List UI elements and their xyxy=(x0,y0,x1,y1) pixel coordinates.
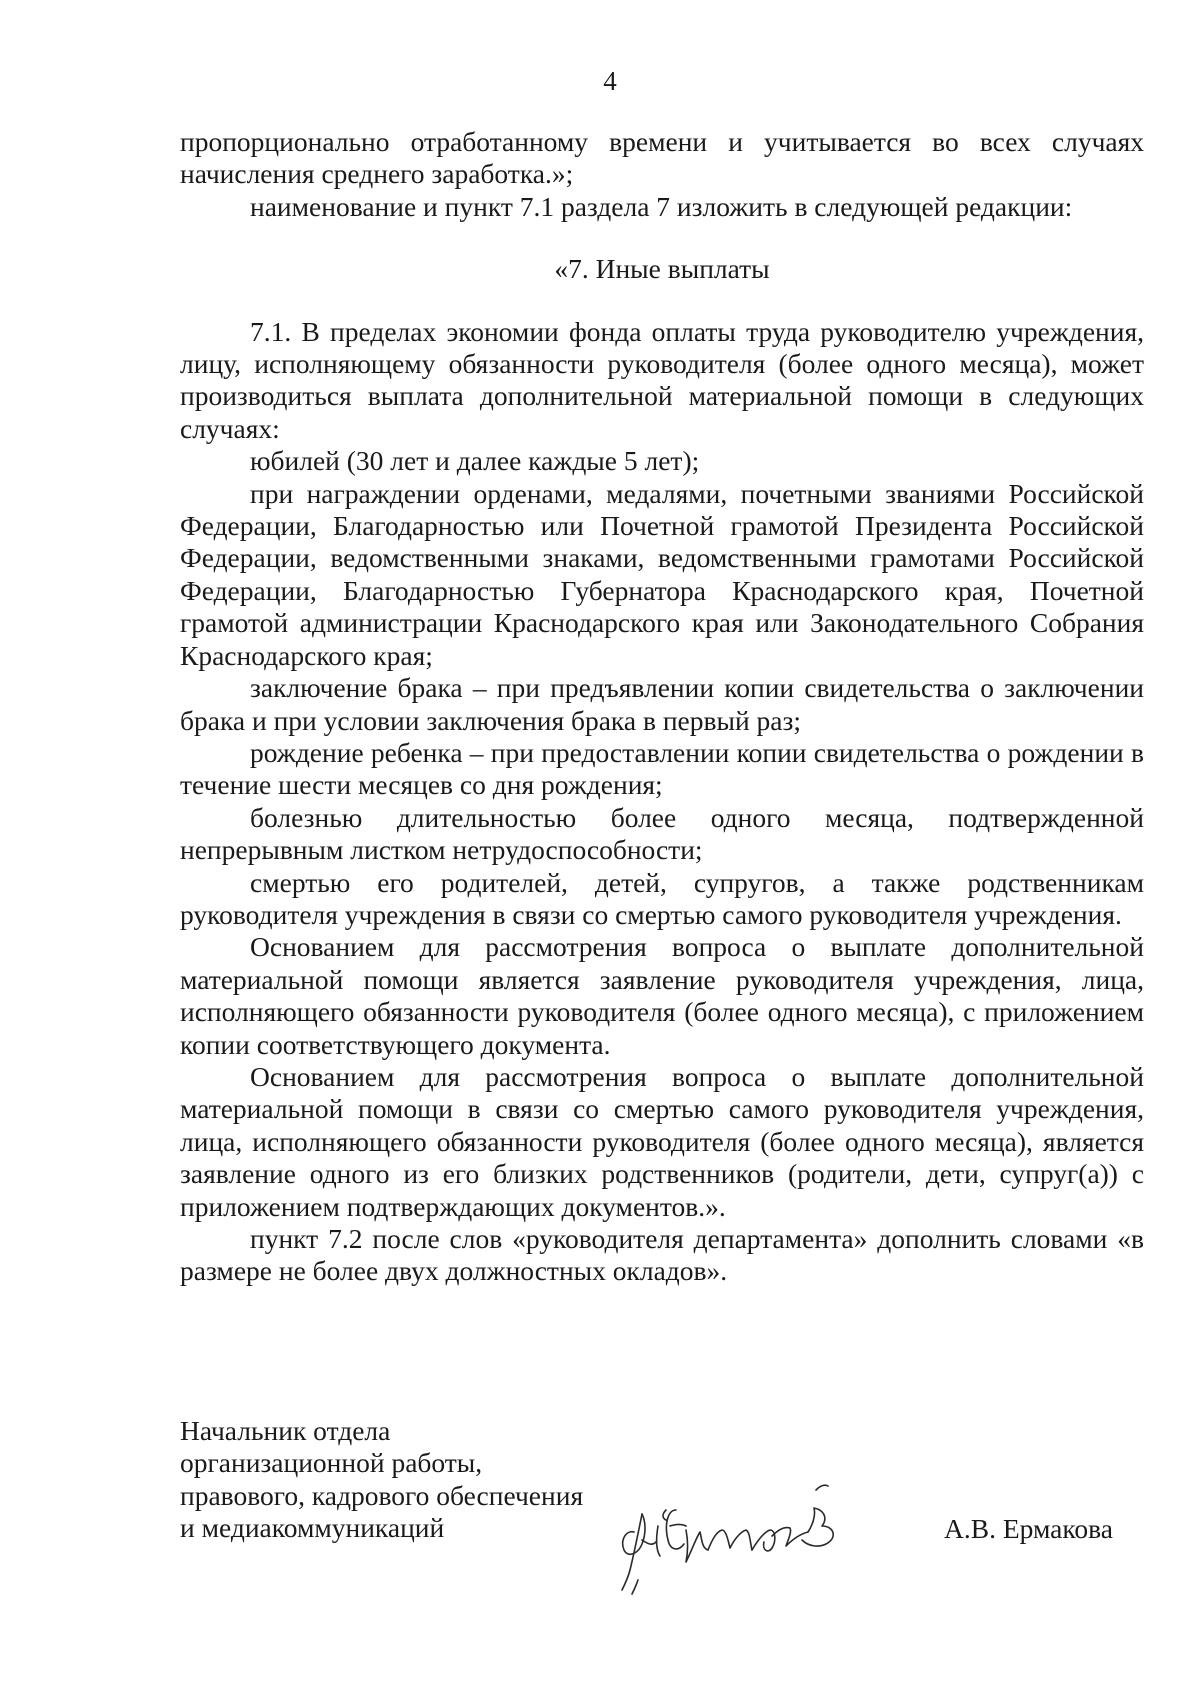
paragraph: Основанием для рассмотрения вопроса о выплате дополнительной материальной помощи в связи со смертью самого руководителя учреждения, лица, исполняющего обязанности руководителя (более одного месяца), является заявление одного из его близких родственников (родители, дети, супруг(а)) с приложением подтверждающих документов.». xyxy=(180,1060,1144,1222)
paragraph: 7.1. В пределах экономии фонда оплаты труда руководителю учреждения, лицу, исполняющему обязанности руководителя (более одного месяца), может производиться выплата дополнительной материальной помощи в следующих случаях: xyxy=(180,315,1144,444)
signatory-name: А.В. Ермакова xyxy=(944,1513,1113,1544)
signature-stroke xyxy=(686,1530,708,1562)
document-body xyxy=(180,126,1144,1288)
signatory-position-line: правового, кадрового обеспечения xyxy=(180,1479,584,1511)
signature-stroke xyxy=(708,1530,752,1550)
signature-stroke xyxy=(663,1510,666,1520)
paragraph: пункт 7.2 после слов «руководителя департамента» дополнить словами «в размере не более двух должностных окладов». xyxy=(180,1223,1144,1287)
signature-stroke xyxy=(623,1514,645,1554)
list-item: заключение брака – при предъявлении копии свидетельства о заключении брака и при условии заключения брака в первый раз; xyxy=(180,672,1144,736)
section-heading: «7. Иные выплаты xyxy=(554,253,770,285)
list-item: при награждении орденами, медалями, почетными званиями Российской Федерации, Благодарностью или Почетной грамотой Президента Российской Федерации, ведомственными знаками, ведомственными грамотами Российской Федерации, Благодарностью Губернатора Краснодарского края, Почетной грамотой администрации Краснодарского края или Законодательного Собрания Краснодарского края; xyxy=(180,477,1144,671)
signature-stroke xyxy=(657,1526,660,1556)
signature-stroke xyxy=(816,1485,828,1490)
signature-stroke xyxy=(670,1525,686,1527)
signature-stroke xyxy=(802,1508,833,1546)
signature-stroke xyxy=(632,1580,638,1594)
signatory-position-line: Начальник отдела xyxy=(180,1415,391,1446)
list-item: рождение ребенка – при предоставлении копии свидетельства о рождении в течение шести месяцев со дня рождения; xyxy=(180,736,1144,801)
signature-stroke xyxy=(772,1527,808,1546)
list-item: болезнью длительностью более одного месяца, подтвержденной непрерывным листком нетрудоспособности; xyxy=(180,801,1144,866)
paragraph: наименование и пункт 7.1 раздела 7 изложить в следующей редакции: xyxy=(250,190,1073,222)
list-item: смертью его родителей, детей, супругов, а также родственникам руководителя учреждения в связи со смертью самого руководителя учреждения. xyxy=(180,866,1144,930)
page-number: 4 xyxy=(603,66,617,96)
handwritten-signature xyxy=(612,1470,872,1600)
list-item: юбилей (30 лет и далее каждые 5 лет); xyxy=(250,445,700,477)
signature-stroke xyxy=(642,1540,656,1544)
signature-stroke xyxy=(752,1530,775,1551)
paragraph: пропорционально отработанному времени и учитывается во всех случаях начисления среднего заработка.»; xyxy=(180,126,1144,190)
signatory-position xyxy=(180,1415,583,1545)
signatory-position-line: организационной работы, xyxy=(180,1447,483,1479)
signature-stroke xyxy=(666,1510,684,1549)
paragraph: Основанием для рассмотрения вопроса о выплате дополнительной материальной помощи является заявление руководителя учреждения, лица, исполняющего обязанности руководителя (более одного месяца), с приложением копии соответствующего документа. xyxy=(180,931,1144,1060)
signatory-position-line: и медиакоммуникаций xyxy=(180,1512,445,1544)
